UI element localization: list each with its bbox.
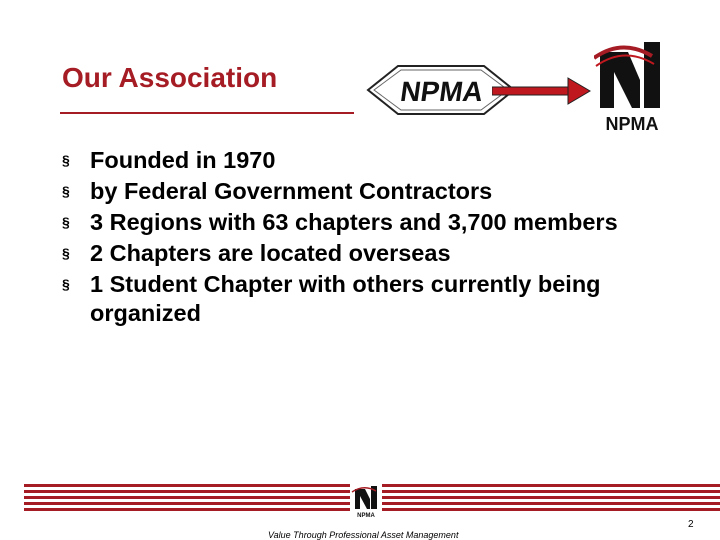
- new-logo-text: NPMA: [605, 114, 659, 134]
- bullet-item: [62, 177, 682, 206]
- footer-logo-text: NPMA: [357, 513, 375, 519]
- bullet-text: Founded in 1970: [90, 147, 276, 173]
- bullet-item: [62, 239, 682, 268]
- bullet-item: [62, 208, 682, 237]
- bullet-text: 3 Regions with 63 chapters and 3,700 members: [90, 209, 618, 235]
- bullet-marker: §: [62, 152, 70, 168]
- slide-title: Our Association: [62, 62, 278, 93]
- arrow-icon: [492, 76, 592, 106]
- bullet-list: [62, 146, 682, 330]
- bullet-marker: §: [62, 183, 70, 199]
- title-underline: [60, 112, 354, 114]
- old-logo-text: NPMA: [398, 76, 486, 107]
- footer-tagline: Value Through Professional Asset Management: [268, 530, 459, 540]
- new-npma-logo: [594, 38, 670, 136]
- footer-npma-logo: [350, 484, 382, 520]
- bullet-text: 2 Chapters are located overseas: [90, 240, 451, 266]
- bullet-marker: §: [62, 245, 70, 261]
- bullet-text: by Federal Government Contractors: [90, 178, 493, 204]
- bullet-item: [62, 270, 682, 328]
- page-number: 2: [688, 519, 694, 530]
- bullet-marker: §: [62, 276, 70, 292]
- bullet-item: [62, 146, 682, 175]
- bullet-text: 1 Student Chapter with others currently being organized: [90, 271, 601, 326]
- bullet-marker: §: [62, 214, 70, 230]
